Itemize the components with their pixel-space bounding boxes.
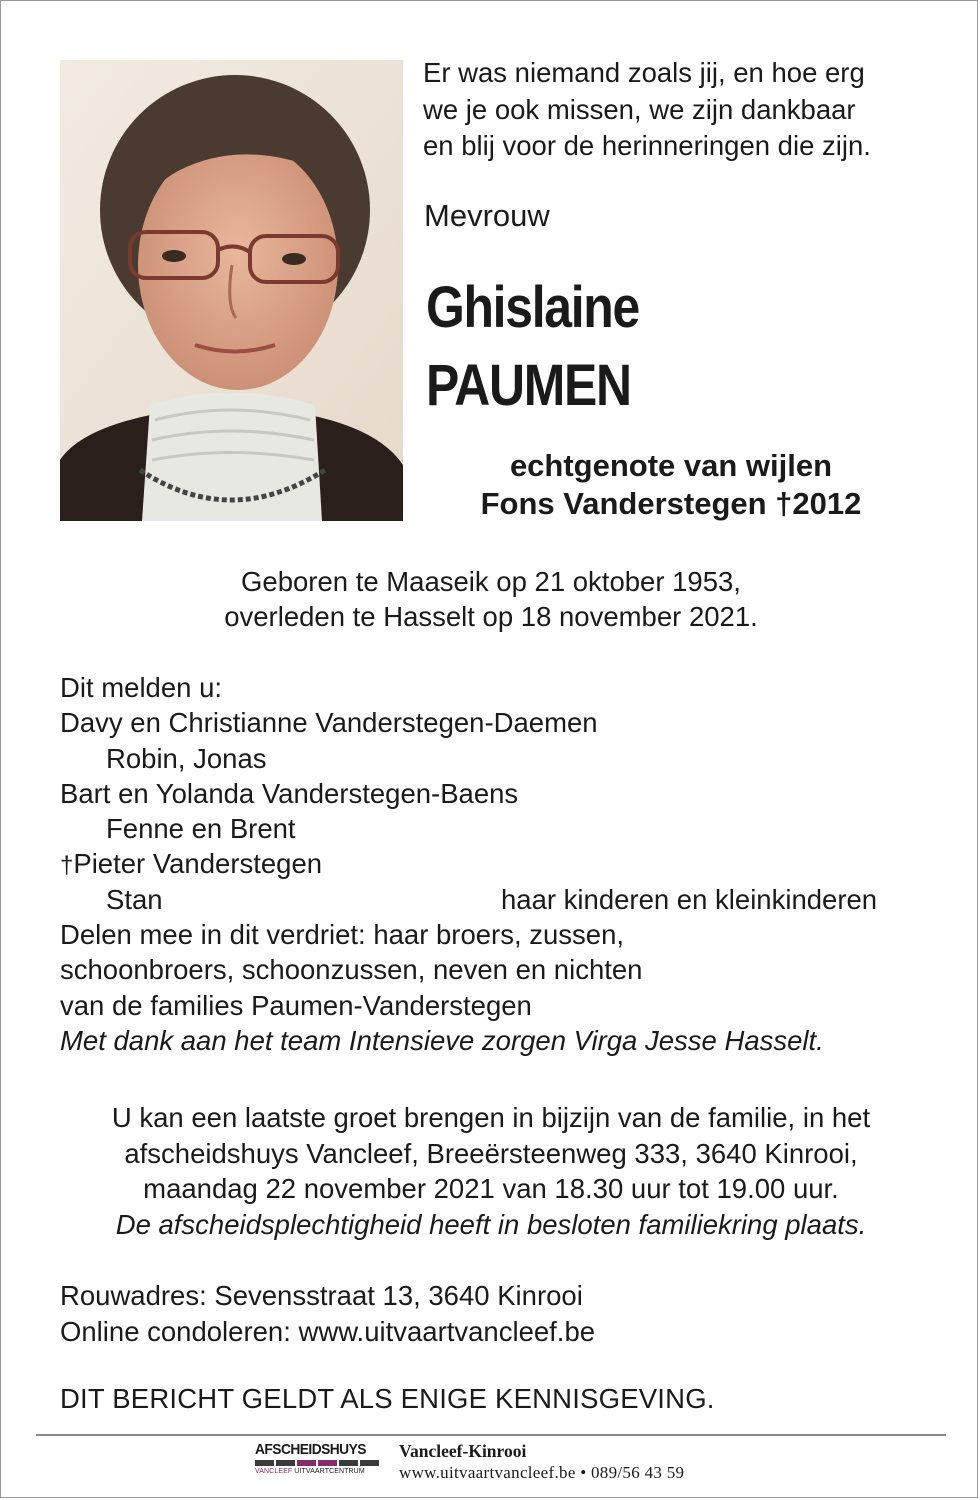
share-line: Delen mee in dit verdriet: haar broers, zussen,	[60, 919, 625, 951]
visitation-info	[41, 1100, 941, 1242]
deceased-name	[426, 269, 639, 425]
title-honorific: Mevrouw	[424, 198, 550, 233]
family-line	[60, 846, 940, 881]
firm-info	[399, 1441, 684, 1484]
visit-line: afscheidshuys Vancleef, Breeërsteenweg 333, 3640 Kinrooi,	[124, 1137, 858, 1169]
spouse-info	[411, 447, 931, 523]
death-line: overleden te Hasselt op 18 november 2021.	[224, 601, 758, 632]
logo-subtitle: VANCLEEF UITVAARTCENTRUM	[255, 1468, 365, 1475]
thanks-line: Met dank aan het team Intensieve zorgen Virga Jesse Hasselt.	[60, 1024, 824, 1056]
poem-line: we je ook missen, we zijn dankbaar	[423, 93, 856, 125]
grandchild-name: Stan	[106, 883, 163, 915]
poem	[423, 55, 943, 165]
share-line: van de families Paumen-Vanderstegen	[60, 989, 532, 1021]
family-member: Pieter Vanderstegen	[73, 848, 323, 880]
contact-info	[60, 1278, 595, 1349]
birth-line: Geboren te Maaseik op 21 oktober 1953,	[241, 566, 741, 597]
official-notice: DIT BERICHT GELDT ALS ENIGE KENNISGEVING.	[60, 1383, 715, 1414]
poem-line: Er was niemand zoals jij, en hoe erg	[423, 57, 865, 88]
mourning-address: Rouwadres: Sevensstraat 13, 3640 Kinrooi	[60, 1280, 583, 1311]
logo-color-bar	[255, 1460, 381, 1466]
logo-wordmark: AFSCHEIDSHUYS	[255, 1441, 366, 1458]
footer-divider	[36, 1434, 946, 1436]
online-condolence: Online condoleren: www.uitvaartvancleef.be	[60, 1315, 596, 1347]
visit-line: maandag 22 november 2021 van 18.30 uur tot 19.00 uur.	[143, 1173, 839, 1204]
family-intro: Dit melden u:	[60, 672, 223, 703]
last-name: PAUMEN	[426, 353, 631, 418]
firm-contact: www.uitvaartvancleef.be • 089/56 43 59	[399, 1463, 685, 1482]
visit-line: U kan een laatste groet brengen in bijzijn van de familie, in het	[111, 1102, 871, 1133]
ceremony-line: De afscheidsplechtigheid heeft in besloten familiekring plaats.	[115, 1208, 867, 1240]
family-line: Davy en Christianne Vanderstegen-Daemen	[60, 707, 598, 739]
share-line: schoonbroers, schoonzussen, neven en nichten	[60, 954, 643, 986]
grandchildren-line: Robin, Jonas	[106, 742, 267, 774]
spouse-line: Fons Vanderstegen †2012	[480, 486, 862, 521]
life-dates	[91, 564, 891, 634]
portrait-photo	[60, 60, 403, 521]
funeral-home-logo	[255, 1442, 381, 1478]
first-name: Ghislaine	[426, 275, 639, 340]
spouse-line: echtgenote van wijlen	[509, 448, 833, 483]
family-line: Bart en Yolanda Vanderstegen-Baens	[60, 777, 519, 809]
grandchildren-line	[60, 882, 940, 917]
cross-icon: †	[60, 852, 74, 880]
grandchildren-line: Fenne en Brent	[106, 813, 296, 845]
family-announcement	[60, 670, 940, 1058]
firm-name: Vancleef-Kinrooi	[399, 1441, 527, 1461]
relation-note: haar kinderen en kleinkinderen	[501, 883, 878, 915]
portrait-illustration	[60, 60, 403, 521]
poem-line: en blij voor de herinneringen die zijn.	[423, 130, 871, 161]
